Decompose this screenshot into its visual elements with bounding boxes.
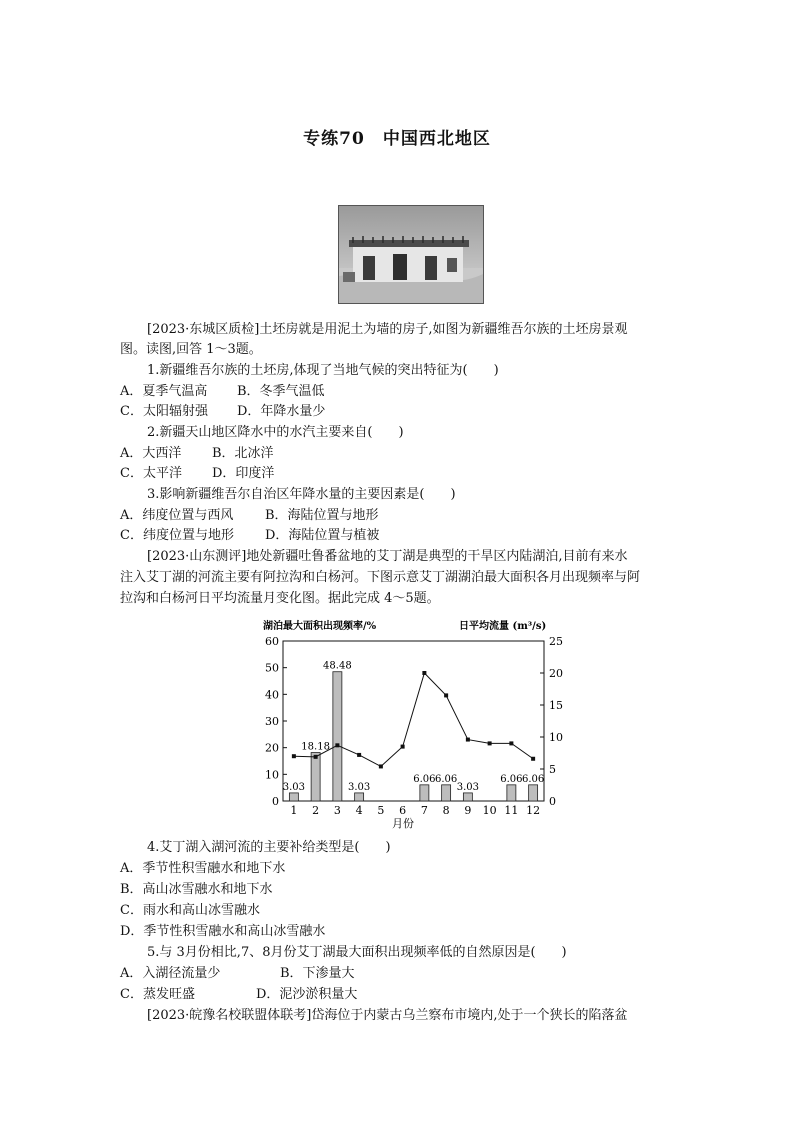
right-tick-label: 10 bbox=[549, 731, 563, 744]
bar-data-label: 3.03 bbox=[282, 781, 306, 793]
left-tick-label: 50 bbox=[265, 661, 279, 675]
bar bbox=[355, 793, 364, 801]
q4-option-a: A．季节性积雪融水和地下水 bbox=[120, 861, 286, 876]
left-tick-label: 0 bbox=[272, 795, 279, 808]
bar bbox=[311, 753, 320, 801]
bar-data-label: 48.48 bbox=[323, 660, 352, 672]
flow-point bbox=[444, 693, 448, 697]
intro1-line1: [2023·东城区质检]土坯房就是用泥土为墙的房子,如图为新疆维吾尔族的土坯房景观 bbox=[147, 322, 628, 337]
x-tick-label: 9 bbox=[464, 804, 472, 817]
left-tick-label: 30 bbox=[265, 715, 279, 728]
flow-point bbox=[509, 741, 513, 745]
bar-data-label: 6.06 bbox=[521, 773, 545, 785]
lake-flow-chart bbox=[258, 617, 578, 832]
intro2-line3: 拉沟和白杨河日平均流量月变化图。据此完成 4～5题。 bbox=[120, 591, 440, 606]
bar bbox=[442, 785, 451, 801]
q1-stem: 1.新疆维吾尔族的土坯房,体现了当地气候的突出特征为( ) bbox=[147, 363, 499, 378]
x-tick-label: 10 bbox=[482, 804, 497, 817]
left-tick-label: 40 bbox=[265, 688, 279, 702]
intro2-line2: 注入艾丁湖的河流主要有阿拉沟和白杨河。下图示意艾丁湖湖泊最大面积各月出现频率与阿 bbox=[120, 570, 641, 585]
q4-option-d: D．季节性积雪融水和高山冰雪融水 bbox=[120, 924, 326, 939]
bar-data-label: 3.03 bbox=[347, 781, 371, 793]
q3-option-b: B．海陆位置与地形 bbox=[265, 508, 379, 523]
q1-option-d: D．年降水量少 bbox=[237, 404, 326, 419]
x-tick-label: 4 bbox=[355, 804, 363, 817]
flow-point bbox=[357, 753, 361, 757]
left-tick-label: 20 bbox=[265, 741, 279, 755]
q2-option-b: B．北冰洋 bbox=[212, 446, 274, 461]
q5-options-row1 bbox=[120, 964, 355, 984]
q3-option-a: A．纬度位置与西风 bbox=[120, 508, 234, 523]
bar bbox=[507, 785, 516, 801]
q3-option-d: D．海陆位置与植被 bbox=[265, 528, 380, 543]
q2-option-c: C．太平洋 bbox=[120, 466, 182, 481]
q5-options-row2 bbox=[120, 985, 357, 1005]
flow-point bbox=[466, 738, 470, 742]
x-tick-label: 8 bbox=[442, 804, 450, 817]
q2-option-a: A．大西洋 bbox=[120, 446, 182, 461]
flow-point bbox=[488, 741, 492, 745]
flow-point bbox=[314, 755, 318, 759]
flow-point bbox=[292, 754, 296, 758]
intro1-line2: 图。读图,回答 1～3题。 bbox=[120, 342, 262, 357]
right-tick-label: 15 bbox=[549, 699, 563, 712]
adobe-house-photo bbox=[338, 205, 484, 304]
plot-area bbox=[265, 635, 563, 817]
x-tick-label: 3 bbox=[333, 804, 341, 817]
q4-option-b: B．高山冰雪融水和地下水 bbox=[120, 882, 273, 897]
bar-data-label: 6.06 bbox=[434, 773, 458, 785]
bar-data-label: 6.06 bbox=[413, 773, 436, 785]
bar bbox=[463, 793, 472, 801]
flow-point bbox=[422, 671, 426, 675]
x-tick-label: 5 bbox=[377, 804, 385, 817]
q5-option-a: A．入湖径流量少 bbox=[120, 966, 221, 981]
right-tick-label: 5 bbox=[549, 763, 556, 776]
q2-stem: 2.新疆天山地区降水中的水汽主要来自( ) bbox=[147, 425, 404, 440]
x-axis-label: 月份 bbox=[392, 817, 414, 830]
q3-option-c: C．纬度位置与地形 bbox=[120, 528, 234, 543]
left-tick-label: 60 bbox=[265, 635, 279, 648]
x-tick-label: 6 bbox=[399, 804, 407, 817]
bar-data-label: 18.18 bbox=[301, 741, 330, 753]
q5-option-c: C．蒸发旺盛 bbox=[120, 987, 195, 1002]
flow-point bbox=[531, 757, 535, 761]
q4-option-c: C．雨水和高山冰雪融水 bbox=[120, 903, 260, 918]
q5-option-b: B．下渗量大 bbox=[280, 966, 355, 981]
x-tick-label: 12 bbox=[526, 804, 541, 817]
bar-data-label: 3.03 bbox=[456, 781, 480, 793]
q3-options-row2 bbox=[120, 526, 379, 546]
q2-options-row1 bbox=[120, 444, 274, 464]
q1-option-a: A．夏季气温高 bbox=[120, 384, 208, 399]
q5-stem: 5.与 3月份相比,7、8月份艾丁湖最大面积出现频率低的自然原因是( ) bbox=[147, 945, 567, 960]
bar bbox=[289, 793, 298, 801]
right-tick-label: 0 bbox=[549, 795, 556, 808]
x-tick-label: 7 bbox=[420, 804, 428, 817]
page-title: 专练70 中国西北地区 bbox=[303, 129, 491, 149]
left-tick-label: 10 bbox=[265, 768, 279, 782]
flow-point bbox=[379, 764, 383, 768]
bar-data-label: 6.06 bbox=[500, 773, 523, 785]
bar bbox=[333, 672, 342, 801]
q1-option-b: B．冬季气温低 bbox=[237, 384, 325, 399]
intro2-line1: [2023·山东测评]地处新疆吐鲁番盆地的艾丁湖是典型的干旱区内陆湖泊,目前有来水 bbox=[147, 549, 628, 564]
q2-options-row2 bbox=[120, 464, 274, 484]
x-tick-label: 1 bbox=[290, 804, 298, 817]
q2-option-d: D．印度洋 bbox=[212, 466, 275, 481]
q1-options-row2 bbox=[120, 402, 325, 422]
right-tick-label: 25 bbox=[549, 635, 563, 648]
q4-stem: 4.艾丁湖入湖河流的主要补给类型是( ) bbox=[147, 840, 391, 855]
q1-options-row1 bbox=[120, 382, 325, 402]
q5-option-d: D．泥沙淤积量大 bbox=[256, 987, 358, 1002]
chart-svg bbox=[258, 617, 578, 832]
bar bbox=[420, 785, 429, 801]
x-tick-label: 11 bbox=[504, 804, 519, 817]
x-tick-label: 2 bbox=[312, 804, 320, 817]
intro3-line1: [2023·皖豫名校联盟体联考]岱海位于内蒙古乌兰察布市境内,处于一个狭长的陷落盆 bbox=[147, 1008, 628, 1023]
flow-point bbox=[401, 745, 405, 749]
q3-stem: 3.影响新疆维吾尔自治区年降水量的主要因素是( ) bbox=[147, 487, 456, 502]
left-axis-title: 湖泊最大面积出现频率/% bbox=[263, 621, 377, 632]
right-axis-title: 日平均流量 (m³/s) bbox=[459, 621, 547, 632]
bar bbox=[529, 785, 538, 801]
right-tick-label: 20 bbox=[549, 667, 563, 680]
q3-options-row1 bbox=[120, 506, 379, 526]
flow-point bbox=[335, 743, 339, 747]
q1-option-c: C．太阳辐射强 bbox=[120, 404, 208, 419]
